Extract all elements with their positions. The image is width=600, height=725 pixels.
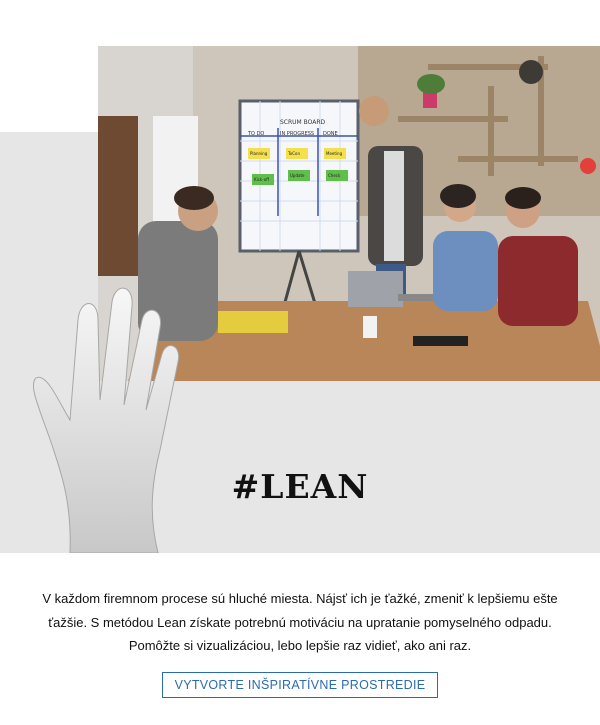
intro-line: Pomôžte si vizualizáciou, lebo lepšie raz vidieť, ako ani raz. [128, 638, 472, 653]
board-column-done: DONE [323, 131, 338, 137]
intro-paragraph [30, 587, 570, 658]
intro-line: ťažšie. S metódou Lean získate potrebnú motiváciu na upratanie pomyselného odpadu. [48, 614, 552, 630]
headline: #LEAN [231, 467, 369, 506]
cta-button[interactable]: VYTVORTE INŠPIRATÍVNE PROSTREDIE [162, 672, 438, 698]
sticky-note: Update [290, 173, 305, 178]
board-column-progress: IN PROGRESS [280, 131, 315, 137]
sticky-note: Meeting [326, 151, 343, 156]
board-column-todo: TO DO [248, 131, 265, 137]
sticky-note: Kick-off [254, 177, 269, 182]
sticky-note: Check [328, 173, 341, 178]
hand-illustration [0, 280, 220, 553]
board-title: SCRUM BOARD [280, 119, 326, 126]
intro-line: V každom firemnom procese sú hluché miesta. Nájsť ich je ťažké, zmeniť k lepšiemu ešte [42, 591, 558, 606]
sticky-note: Planning [250, 151, 268, 156]
sticky-note: ToCon [288, 151, 300, 156]
